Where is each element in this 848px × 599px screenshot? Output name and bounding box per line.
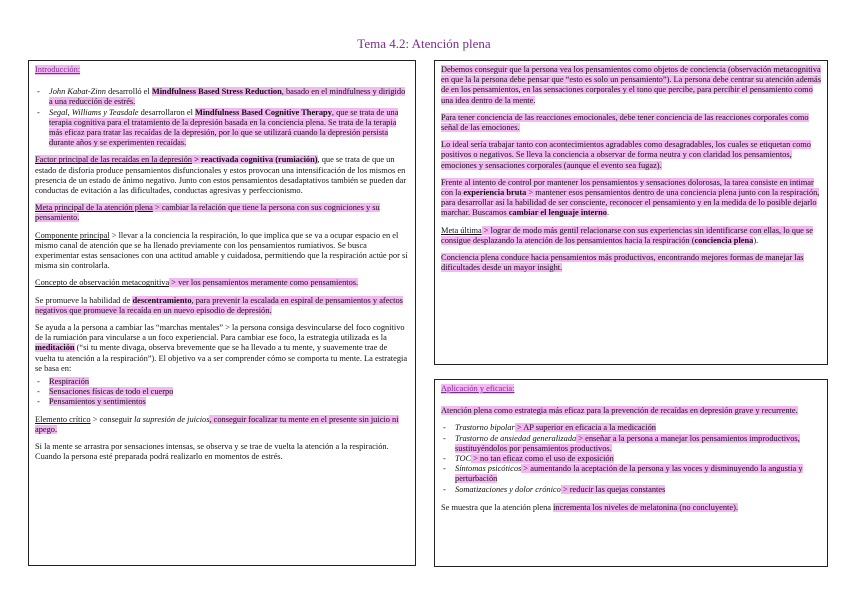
paragraph-ideal: Lo ideal sería trabajar tanto con acontecimientos agradables como desagradables, los cuales se etiquetan como positivos o negativos. Se lleva la conciencia a observar de forma neutra y con claridad los pensamientos, emociones y sensaciones corporales (aunque el evento sea fugaz). <box>441 140 811 170</box>
paragraph-melatonina: Se muestra que la atención plena incrementa los niveles de melatonina (no concluyente). <box>441 502 738 512</box>
left-panel <box>28 60 416 566</box>
aplicacion-list <box>441 423 821 494</box>
paragraph-componente: Componente principal > llevar a la conciencia la respiración, lo que implica que se va a ocupar espacio en el mismo canal de atención que se ha llenado previamente con los pensamientos rumiativos. Se busca experimentar estas sensaciones con una actitud amable y cuidadosa, permitiendo que la respiración actúe por sí misma sin controlarla. <box>35 230 408 271</box>
estrategia-list <box>35 377 409 408</box>
right-bottom-panel <box>434 379 828 567</box>
list-item: - Respiración <box>49 377 409 387</box>
paragraph-descentramiento: Se promueve la habilidad de descentramiento, para prevenir la escalada en espiral de pensamientos y afectos negativos que promueve la recaída en un nuevo episodio de depresión. <box>35 295 403 315</box>
page-title: Tema 4.2: Atención plena <box>357 36 491 51</box>
right-top-panel <box>434 60 828 365</box>
intro-list <box>35 87 409 148</box>
list-item: - Somatizaciones y dolor crónico > reducir las quejas constantes <box>455 485 821 495</box>
paragraph-final: Si la mente se arrastra por sensaciones intensas, se observa y se trae de vuelta la atención a la respiración. Cuando la persona esté preparada podrá realizarlo en momentos de estrés. <box>35 442 389 462</box>
paragraph-aplicacion: Atención plena como estrategia más eficaz para la prevención de recaídas en depresión grave y recurrente. <box>441 406 798 416</box>
list-item: - TOC > no tan eficaz como el uso de exposición <box>455 454 821 464</box>
paragraph-frente: Frente al intento de control por mantener los pensamientos y sensaciones dolorosas, la tarea consiste en intimar con la experiencia bruta > mantener esos pensamientos dentro de una conciencia plena junto con la respiración, para desarrollar así la habilidad de ser consciente, reconocer el pensamiento y en la medida de lo posible dejarlo marchar. Buscamos cambiar el lenguaje interno. <box>441 177 820 218</box>
paragraph-factor: Factor principal de las recaídas en la depresión > reactivada cognitiva (rumiación), que se trata de que un estado de disforia produce pensamientos disfuncionales y estos provocan una intensificación de los mismos en presencia de un estado de ánimo negativo. Junto con estos pensamientos desadaptativos también se pueden dar conductas de evitación a las dificultades, conductas agresivas y perfeccionismo. <box>35 155 407 196</box>
list-item: - Síntomas psicóticos > aumentando la aceptación de la persona y las voces y disminuyendo la angustia y perturbación <box>455 464 821 484</box>
paragraph-meta-ultima: Meta última > lograr de modo más gentil relacionarse con sus experiencias sin identificarse con ellas, lo que se consigue desplazando la atención de los pensamientos hacia la respiración (conciencia plena). <box>441 225 813 245</box>
list-item: - Sensaciones físicas de todo el cuerpo <box>49 387 409 397</box>
paragraph-reacciones: Para tener conciencia de las reacciones emocionales, debe tener conciencia de las reacciones corporales como señal de las emociones. <box>441 112 809 133</box>
paragraph-objetos: Debemos conseguir que la persona vea los pensamientos como objetos de conciencia (observación metacognitiva en que la la persona debe pensar que “esto es solo un pensamiento”). La persona debe centrar su atención además de en los pensamientos, en las sensaciones corporales y el tono que percibe, para percibir el pensamiento como una idea dentro de la mente. <box>441 65 821 105</box>
list-item: - Trastorno bipolar > AP superior en eficacia a la medicación <box>455 423 821 433</box>
list-item: - Trastorno de ansiedad generalizada > enseñar a la persona a manejar los pensamientos improductivos, sustituyéndolos por pensamientos productivos. <box>455 434 821 454</box>
list-item: - John Kabat-Zinn desarrolló el Mindfulness Based Stress Reduction, basado en el mindfulness y dirigido a una reducción de estrés. <box>49 87 409 107</box>
paragraph-meta: Meta principal de la atención plena > cambiar la relación que tiene la persona con sus cogniciones y su pensamiento. <box>35 203 380 223</box>
aplicacion-heading: Aplicación y eficacia: <box>441 384 515 393</box>
paragraph-estrategia: Se ayuda a la persona a cambiar las “marchas mentales” > la persona consiga desvincularse del foco cognitivo de la rumiación para vincularse a un foco experiencial. Para cambiar ese foco, la estrategia utilizada es la meditación (“si tu mente divaga, observa brevemente que se ha llevado a tu mente, y suavemente trae de vuelta tu atención a la respiración”). El objetivo va a ser comprender cómo se comporta tu mente. La estrategia se basa en: <box>35 323 408 373</box>
paragraph-elemento: Elemento crítico > conseguir la supresión de juicios, conseguir focalizar tu mente en el presente sin juicio ni apego. <box>35 414 399 434</box>
paragraph-concepto: Concepto de observación metacognitiva > ver los pensamientos meramente como pensamientos. <box>35 278 359 288</box>
list-item: - Segal, Williams y Teasdale desarrollaron el Mindfulness Based Cognitive Therapy, que se trata de una terapia cognitiva para el tratamiento de la depresión basada en la conciencia plena. Se trata de la terapia más eficaz para tratar las recaídas de la depresión, por lo que se utilizará cuando la depresión persista durante años y se experimenten recaídas. <box>49 108 409 149</box>
intro-heading: Introducción: <box>35 65 81 74</box>
list-item: - Pensamientos y sentimientos <box>49 397 409 407</box>
paragraph-conclusion: Conciencia plena conduce hacia pensamientos más productivos, encontrando mejores formas de manejar las dificultades desde un mayor insight. <box>441 253 804 273</box>
